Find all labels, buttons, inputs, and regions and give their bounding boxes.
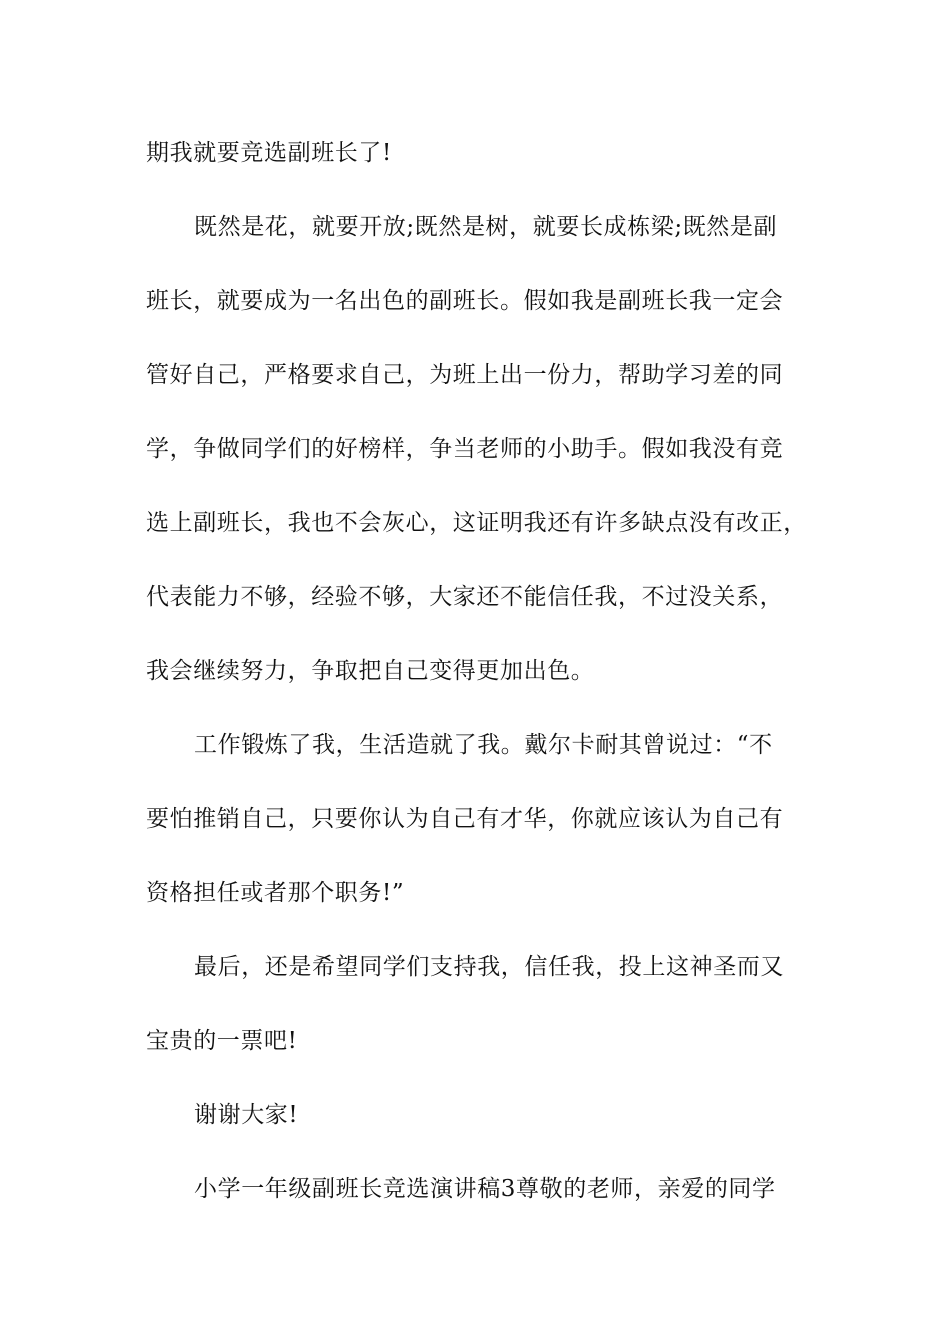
text-line: 班长，就要成为一名出色的副班长。假如我是副班长我一定会	[146, 288, 784, 314]
text-line: 选上副班长，我也不会灰心，这证明我还有许多缺点没有改正，	[146, 510, 807, 536]
text-line: 我会继续努力，争取把自己变得更加出色。	[146, 658, 595, 684]
text-line: 谢谢大家!	[194, 1102, 299, 1128]
text-line: 要怕推销自己，只要你认为自己有才华，你就应该认为自己有	[146, 806, 784, 832]
document-body	[146, 130, 826, 1240]
text-line: 管好自己，严格要求自己，为班上出一份力，帮助学习差的同	[146, 362, 784, 388]
text-line: 期我就要竞选副班长了!	[146, 140, 392, 166]
text-line: 最后，还是希望同学们支持我，信任我，投上这神圣而又	[194, 954, 784, 980]
text-line: 学，争做同学们的好榜样，争当老师的小助手。假如我没有竞	[146, 436, 784, 462]
text-line: 工作锻炼了我，生活造就了我。戴尔卡耐其曾说过：“不	[194, 732, 773, 758]
text-line: 资格担任或者那个职务!”	[146, 880, 405, 906]
text-line: 代表能力不够，经验不够，大家还不能信任我，不过没关系，	[146, 584, 784, 610]
text-line: 小学一年级副班长竞选演讲稿3尊敬的老师，亲爱的同学	[194, 1176, 776, 1202]
text-line: 宝贵的一票吧!	[146, 1028, 298, 1054]
text-line: 既然是花，就要开放;既然是树，就要长成栋梁;既然是副	[194, 214, 778, 240]
